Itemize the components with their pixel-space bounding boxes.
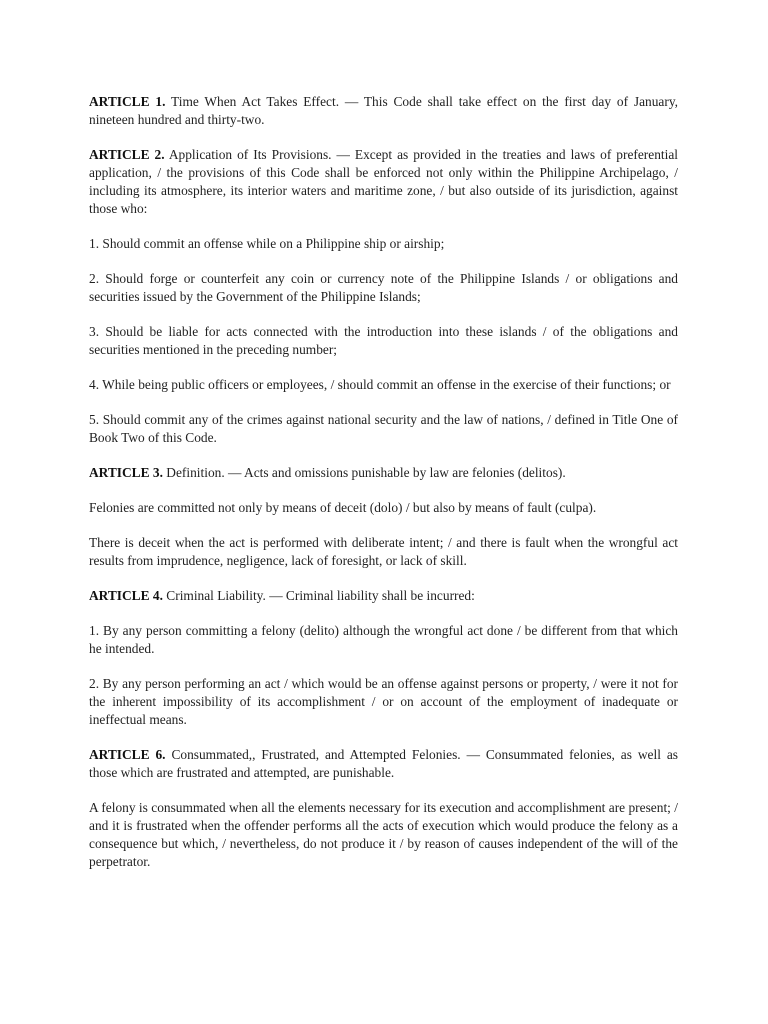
article-heading: ARTICLE 3.	[89, 465, 163, 480]
article-heading: ARTICLE 6.	[89, 747, 166, 762]
article-4	[89, 587, 678, 605]
document-page	[89, 93, 678, 888]
article-3	[89, 464, 678, 482]
article-1	[89, 93, 678, 129]
paragraph: A felony is consummated when all the elements necessary for its execution and accomplishment are present; / and it is frustrated when the offender performs all the acts of execution which would produce the felony as a consequence but which, / nevertheless, do not produce it / by reason of causes independent of the will of the perpetrator.	[89, 800, 678, 869]
article-text: Time When Act Takes Effect. — This Code shall take effect on the first day of January, nineteen hundred and thirty-two.	[89, 94, 678, 127]
list-item: 2. Should forge or counterfeit any coin or currency note of the Philippine Islands / or obligations and securities issued by the Government of the Philippine Islands;	[89, 271, 678, 304]
article-heading: ARTICLE 1.	[89, 94, 166, 109]
list-item: 4. While being public officers or employees, / should commit an offense in the exercise of their functions; or	[89, 377, 671, 392]
list-item: 1. Should commit an offense while on a Philippine ship or airship;	[89, 236, 445, 251]
list-item: 2. By any person performing an act / which would be an offense against persons or property, / were it not for the inherent impossibility of its accomplishment / or on account of the employment of inadequate or ineffectual means.	[89, 676, 678, 727]
list-item: 1. By any person committing a felony (delito) although the wrongful act done / be different from that which he intended.	[89, 623, 678, 656]
paragraph: Felonies are committed not only by means of deceit (dolo) / but also by means of fault (culpa).	[89, 500, 597, 515]
list-item: 3. Should be liable for acts connected with the introduction into these islands / of the obligations and securities mentioned in the preceding number;	[89, 324, 678, 357]
article-text: Definition. — Acts and omissions punishable by law are felonies (delitos).	[166, 465, 566, 480]
paragraph: There is deceit when the act is performed with deliberate intent; / and there is fault when the wrongful act results from imprudence, negligence, lack of foresight, or lack of skill.	[89, 535, 678, 568]
list-item: 5. Should commit any of the crimes against national security and the law of nations, / defined in Title One of Book Two of this Code.	[89, 412, 678, 445]
article-2	[89, 146, 678, 218]
article-heading: ARTICLE 2.	[89, 147, 165, 162]
article-6	[89, 746, 678, 782]
article-text: Application of Its Provisions. — Except as provided in the treaties and laws of preferential application, / the provisions of this Code shall be enforced not only within the Philippine Archipelago, / including its atmosphere, its interior waters and maritime zone, / but also outside of its jurisdiction, against those who:	[89, 147, 679, 216]
article-text: Criminal Liability. — Criminal liability shall be incurred:	[166, 588, 475, 603]
article-text: Consummated,, Frustrated, and Attempted Felonies. — Consummated felonies, as well as those which are frustrated and attempted, are punishable.	[89, 747, 678, 780]
article-heading: ARTICLE 4.	[89, 588, 163, 603]
